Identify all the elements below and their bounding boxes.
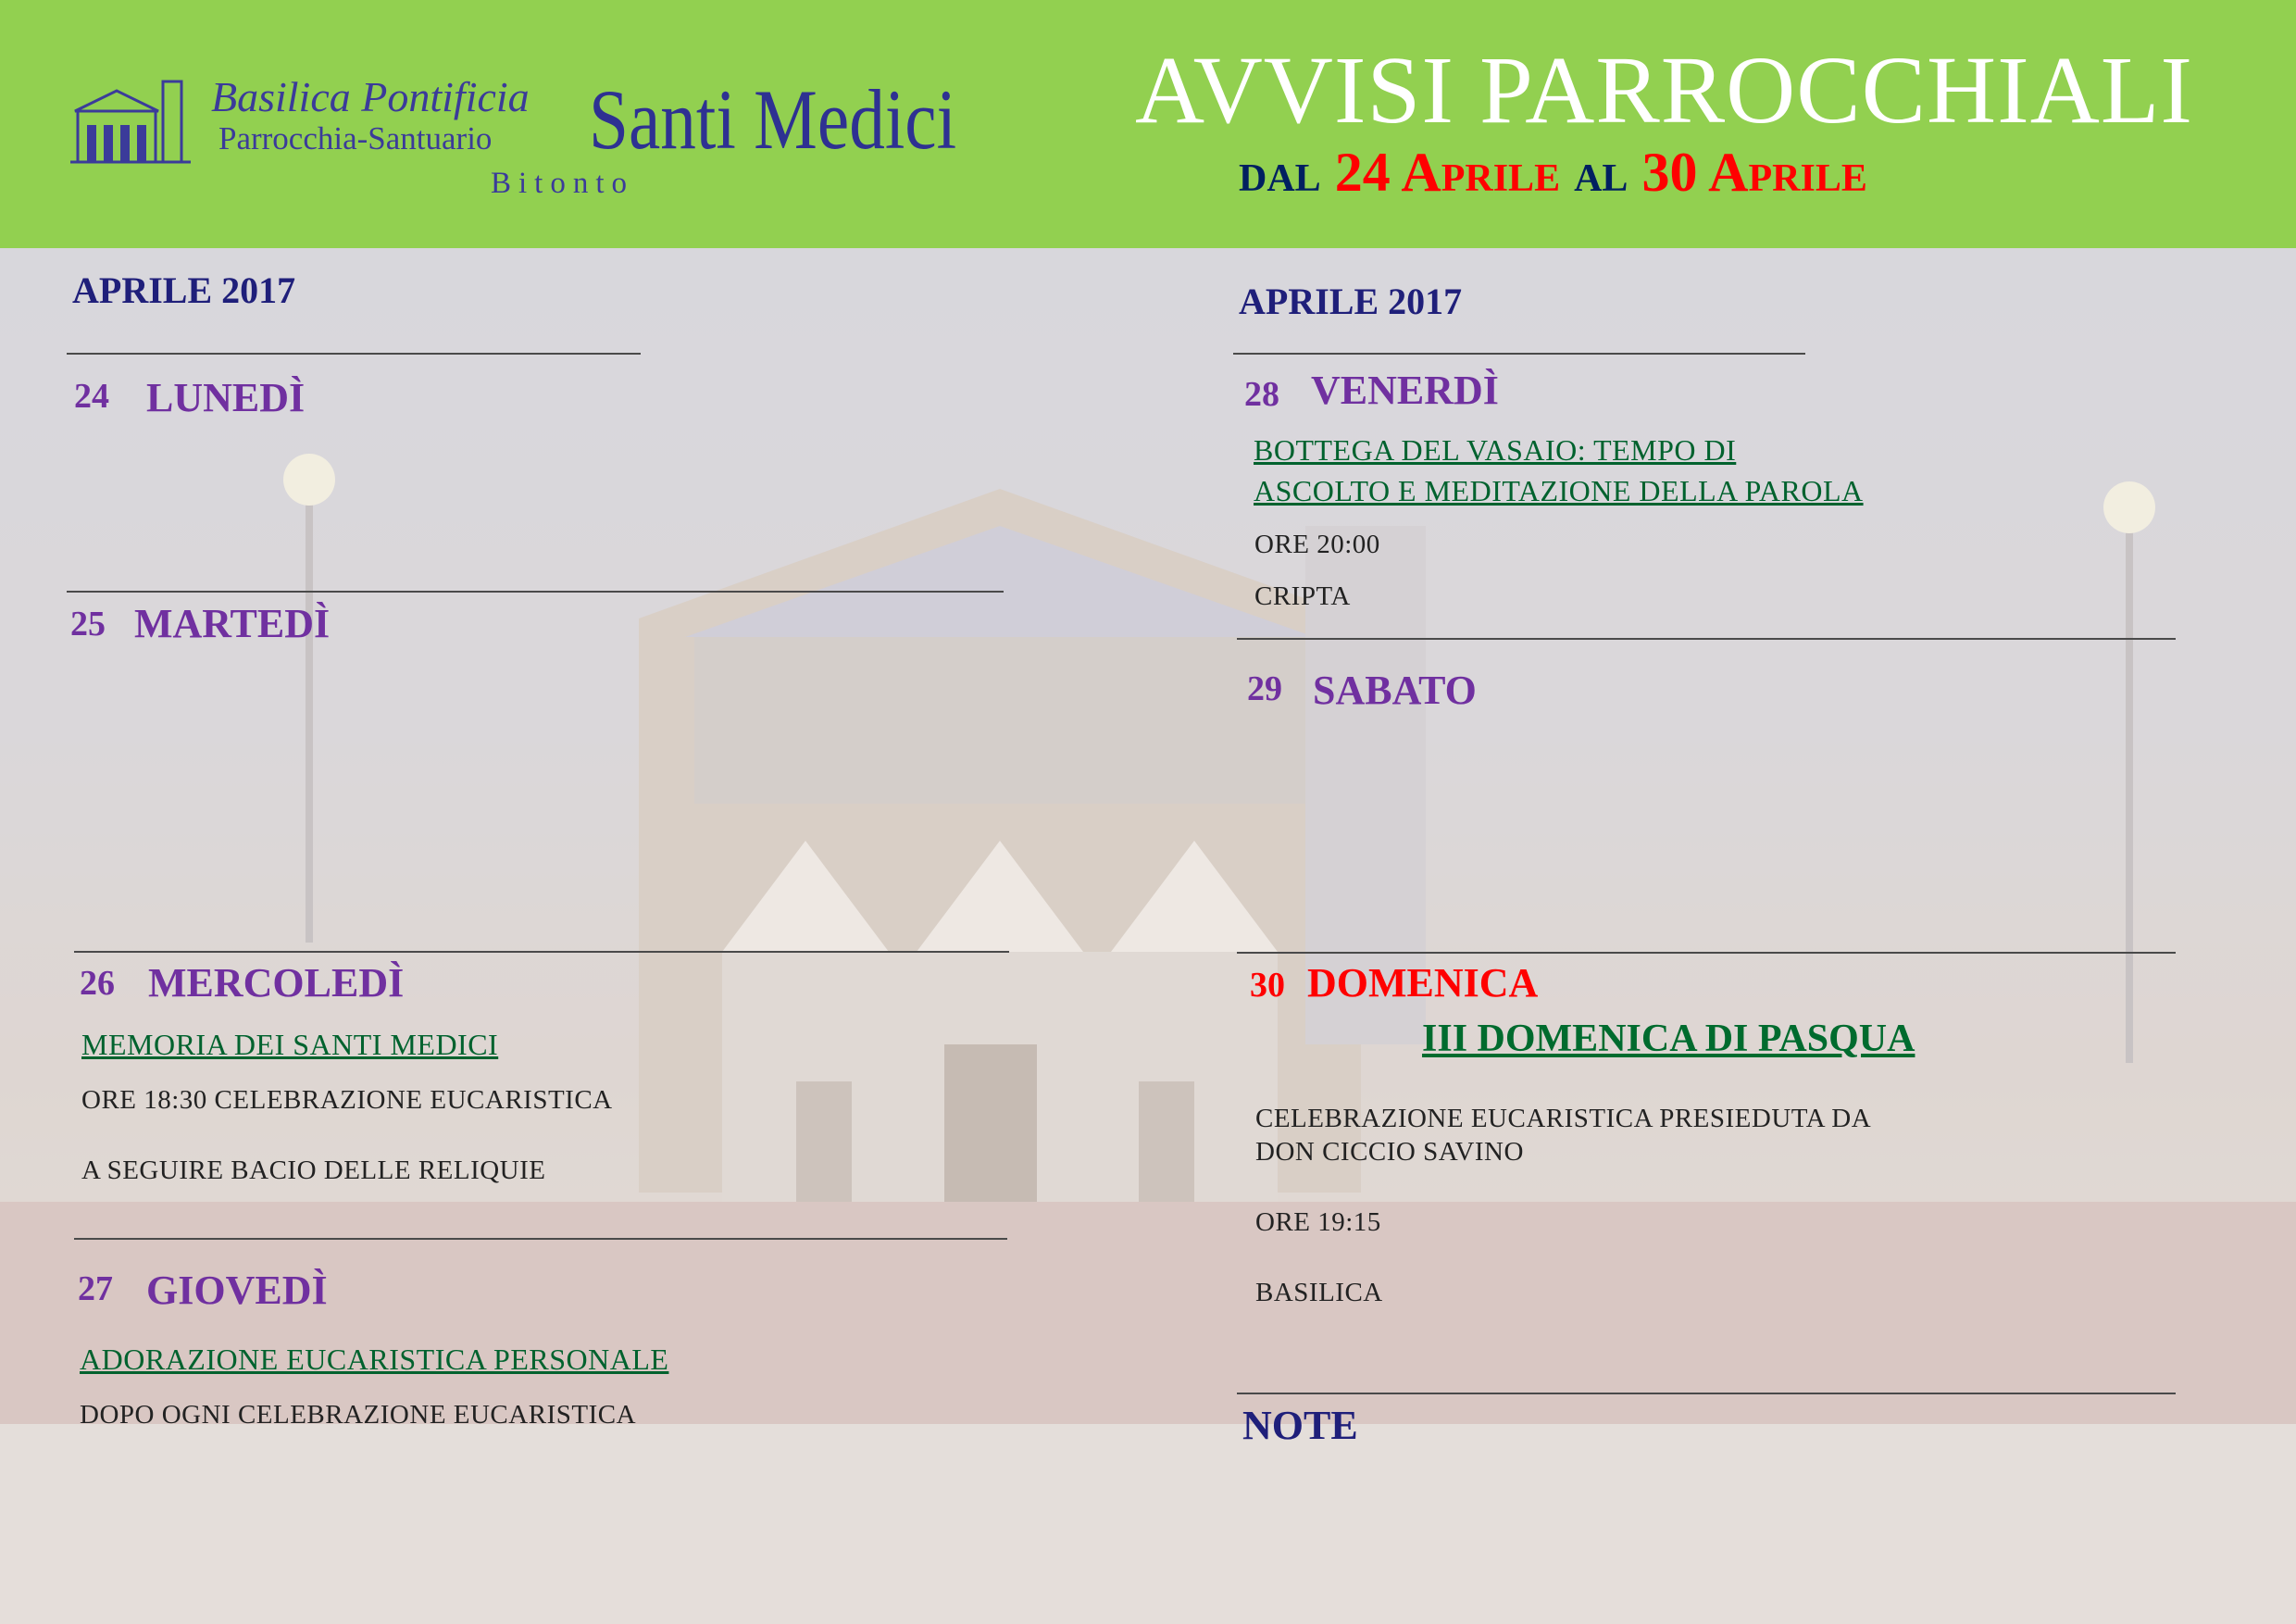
event-info-line: ORE 19:15 — [1255, 1207, 1381, 1237]
event-adorazione: ADORAZIONE EUCARISTICA PERSONALE — [80, 1343, 669, 1376]
right-month-heading: APRILE 2017 — [1239, 281, 1463, 322]
subtitle-end-day: 30 — [1641, 142, 1698, 203]
day-number-26: 26 — [80, 964, 115, 1003]
page-title: AVVISI PARROCCHIALI — [1135, 37, 2193, 144]
day-number-30: 30 — [1250, 966, 1285, 1005]
divider — [67, 353, 641, 355]
day-name-venerdi: VENERDÌ — [1311, 368, 1499, 413]
day-number-29: 29 — [1247, 669, 1282, 708]
logo-basilica-text: Basilica Pontificia — [211, 73, 530, 120]
subtitle-dal: dal — [1239, 142, 1321, 203]
subtitle-start-day: 24 — [1334, 142, 1391, 203]
day-number-28: 28 — [1244, 375, 1279, 414]
divider — [1237, 952, 2176, 954]
event-info-line: DOPO OGNI CELEBRAZIONE EUCARISTICA — [80, 1400, 637, 1430]
event-info-line: DON CICCIO SAVINO — [1255, 1137, 1524, 1167]
event-memoria-santi-medici: MEMORIA DEI SANTI MEDICI — [81, 1028, 499, 1061]
day-number-25: 25 — [70, 605, 106, 643]
event-info-line: BASILICA — [1255, 1278, 1383, 1307]
subtitle-end-month: Aprile — [1708, 142, 1867, 203]
event-info-line: CELEBRAZIONE EUCARISTICA PRESIEDUTA DA — [1255, 1104, 1872, 1133]
day-number-27: 27 — [78, 1269, 113, 1308]
day-number-24: 24 — [74, 377, 109, 416]
logo-city-text: Bitonto — [491, 167, 635, 200]
day-name-mercoledi: MERCOLEDÌ — [148, 960, 405, 1006]
divider — [1237, 638, 2176, 640]
divider — [1237, 1393, 2176, 1394]
day-name-lunedi: LUNEDÌ — [146, 375, 306, 420]
left-month-heading: APRILE 2017 — [72, 269, 296, 311]
logo-brand-text: Santi Medici — [589, 72, 957, 167]
divider — [74, 951, 1009, 953]
sunday-title: III DOMENICA DI PASQUA — [1422, 1018, 1915, 1060]
day-name-martedi: MARTEDÌ — [134, 601, 331, 646]
header-banner — [0, 0, 2296, 248]
day-name-giovedi: GIOVEDÌ — [146, 1268, 328, 1313]
subtitle-al: al — [1574, 142, 1628, 203]
event-bottega-vasaio: BOTTEGA DEL VASAIO: TEMPO DI — [1254, 433, 1737, 467]
day-name-sabato: SABATO — [1313, 668, 1477, 713]
divider — [1233, 353, 1805, 355]
event-info-line: ORE 20:00 — [1254, 530, 1380, 559]
event-bottega-vasaio: ASCOLTO E MEDITAZIONE DELLA PAROLA — [1254, 474, 1864, 507]
logo-parrocchia-text: Parrocchia-Santuario — [218, 120, 493, 156]
note-heading: NOTE — [1242, 1403, 1358, 1448]
date-range-subtitle — [1239, 141, 1867, 205]
event-info-line: A SEGUIRE BACIO DELLE RELIQUIE — [81, 1156, 546, 1185]
divider — [74, 1238, 1007, 1240]
event-info-line: ORE 18:30 CELEBRAZIONE EUCARISTICA — [81, 1085, 613, 1115]
divider — [67, 591, 1004, 593]
subtitle-start-month: Aprile — [1401, 142, 1561, 203]
basilica-logo-icon — [70, 74, 191, 167]
event-info-line: CRIPTA — [1254, 581, 1351, 611]
day-name-domenica: DOMENICA — [1307, 960, 1539, 1006]
